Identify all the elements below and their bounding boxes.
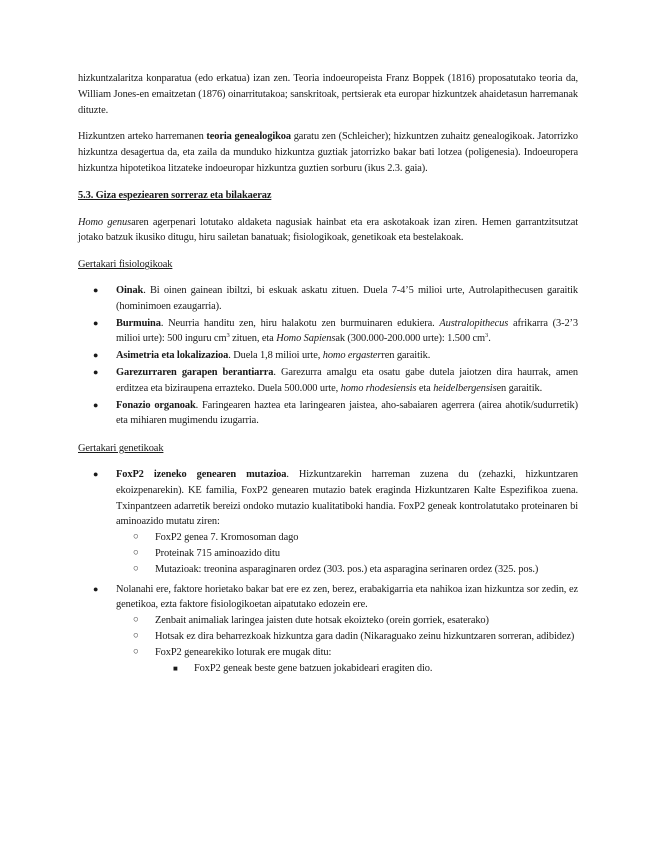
- text-run: . Duela 1,8 milioi urte,: [228, 350, 323, 362]
- text-run: .: [488, 333, 491, 345]
- bold-term: Oinak: [116, 284, 144, 296]
- list-item: [78, 316, 578, 348]
- bold-term: Garezurraren garapen berantiarra: [116, 366, 274, 378]
- text-run: Hotsak ez dira beharrezkoak hizkuntza gara dadin (Nikaraguako zeinu hizkuntzaren sorreran, adibidez): [155, 630, 575, 642]
- text-run: garatu zen (Schleicher); hizkuntzen zuhaitz genealogikoak. Jatorrizko hizkuntza desagertua da, eta zaila da munduko hizkuntza guztiak jatorrizko bakar bati lotzea (poligenesia). Indoeuropera hizkuntza hipotetikoa litzateke indoeuropar hizkuntza guztien sorburu (ikus 2.3. gaia).: [78, 131, 578, 174]
- text-run: . Faringearen haztea eta laringearen jaistea, aho-sabaiaren agerrera (airea ahotik/sudurretik) eta mihiaren mugimendu izugarria.: [116, 399, 578, 427]
- bullet-icon: ●: [93, 350, 99, 361]
- text-run: . Hizkuntzarekin harreman zuzena du (zehazki, hizkuntzaren ekoizpenarekin). KE familia, FoxP2 genearen mutazio batek eraginda Hizkuntzaren Kalte Espezifikoa zuena. Txinpantzeen adarretik bereizi ondoko mutazio kualitatiboki handia. FoxP2 geneak kontrolatutako proteinaren bi aminoazido mutatu ziren:: [116, 468, 578, 528]
- list-item: [78, 365, 578, 397]
- bold-term: Burmuina: [116, 317, 161, 329]
- square-bullet-icon: ■: [173, 663, 178, 673]
- circle-bullet-icon: ○: [133, 630, 139, 641]
- page-content: [78, 71, 578, 688]
- bold-term: Fonazio organoak: [116, 399, 196, 411]
- bold-term: Asimetria eta lokalizazioa: [116, 350, 229, 362]
- superscript: 3: [485, 332, 489, 340]
- list-item: [78, 582, 578, 677]
- sublist: [116, 530, 578, 577]
- text-run: ren garaitik.: [381, 350, 431, 362]
- italic-term: homo rhodesiensis: [340, 382, 417, 394]
- superscript: 3: [226, 332, 230, 340]
- bullet-icon: ●: [93, 399, 99, 410]
- italic-term: Australopithecus: [439, 317, 509, 329]
- section-heading: 5.3. Giza espeziearen sorreraz eta bilakaeraz: [78, 189, 272, 201]
- text-run: ak (300.000-200.000 urte): 1.500 cm: [335, 333, 486, 345]
- text-run: Proteinak 715 aminoazido ditu: [155, 547, 280, 559]
- intro-paragraph-1: hizkuntzalaritza konparatua (edo erkatua) izan zen. Teoria indoeuropeista Franz Boppek (1816) proposatutako teoria da, William Jones-en emaitzetan (1876) oinarritutakoa; sanskritoak, pertsierak eta europar hizkuntzek ahaidetasun harremanak dituzte.: [78, 73, 578, 116]
- bullet-icon: ●: [93, 366, 99, 377]
- subsublist: [155, 661, 578, 677]
- list-item: [78, 348, 578, 364]
- intro-paragraph-2: [78, 129, 578, 176]
- text-run: eta: [416, 382, 434, 394]
- sublist-item: [78, 546, 578, 562]
- sublist-item: [78, 613, 578, 629]
- text-run: zituen, eta: [229, 333, 277, 345]
- list-fisiologikoak: [78, 283, 578, 429]
- italic-term: Homo Sapiens: [276, 333, 336, 345]
- circle-bullet-icon: ○: [133, 615, 139, 626]
- bullet-icon: ●: [93, 583, 99, 594]
- section-paragraph: [78, 215, 578, 247]
- circle-bullet-icon: ○: [133, 532, 139, 543]
- italic-term: Homo genus: [78, 216, 132, 228]
- circle-bullet-icon: ○: [133, 563, 139, 574]
- text-run: Zenbait animaliak laringea jaisten dute hotsak ekoizteko (orein gorriek, esaterako): [155, 615, 489, 627]
- text-run: FoxP2 genearekiko loturak ere mugak ditu:: [155, 646, 332, 658]
- subsublist-item: [78, 661, 578, 677]
- sublist: [116, 613, 578, 676]
- text-run: aren agerpenari lotutako aldaketa nagusiak hainbat eta era askotakoak izan ziren. Hemen garrantzitsutzat jotako batzuk ikusiko ditugu, hiru sailetan banatuak; fisiologikoak, genetikoak eta bestelakoak.: [78, 216, 578, 244]
- italic-term: homo ergaster: [322, 350, 382, 362]
- bold-term: teoria genealogikoa: [206, 131, 291, 143]
- list-item: [78, 467, 578, 578]
- bullet-icon: ●: [93, 317, 99, 328]
- sublist-item: [78, 629, 578, 645]
- list-item: [78, 283, 578, 315]
- list-item: [78, 398, 578, 430]
- circle-bullet-icon: ○: [133, 547, 139, 558]
- sublist-item: [78, 530, 578, 546]
- sublist-item: [78, 562, 578, 578]
- text-run: Mutazioak: treonina asparaginaren ordez (303. pos.) eta asparagina serinaren ordez (325. pos.): [155, 563, 539, 575]
- list-genetikoak: [78, 467, 578, 676]
- text-run: . Bi oinen gainean ibiltzi, bi eskuak askatu zituen. Duela 7-4’5 milioi urte, Autrolapithecusen garaitik (hominimoen ezaugarria).: [116, 284, 578, 312]
- text-run: . Garezurra amalgu eta osatu gabe dutela jaiotzen dira haurrak, amen erditzea eta biziraupena errazteko. Duela 500.000 urte,: [116, 366, 578, 394]
- bullet-icon: ●: [93, 468, 99, 479]
- text-run: FoxP2 genea 7. Kromosoman dago: [155, 532, 299, 544]
- bullet-icon: ●: [93, 284, 99, 295]
- text-run: FoxP2 geneak beste gene batzuen jokabideari eragiten dio.: [194, 662, 433, 674]
- circle-bullet-icon: ○: [133, 646, 139, 657]
- text-run: Nolanahi ere, faktore horietako bakar bat ere ez zen, berez, erabakigarria eta nahikoa izan hizkuntza sor zedin, ez genetikoa, ezta faktore fisiologikoetan aipatutako edozein ere.: [116, 583, 578, 611]
- text-run: . Neurria handitu zen, hiru halakotu zen burmuinaren edukiera.: [160, 317, 440, 329]
- subheading-fisiologikoak: Gertakari fisiologikoak: [78, 259, 173, 271]
- bold-term: FoxP2 izeneko genearen mutazioa: [116, 468, 287, 480]
- text-run: en garaitik.: [496, 382, 543, 394]
- subheading-genetikoak: Gertakari genetikoak: [78, 443, 164, 455]
- text-run: Hizkuntzen arteko harremanen: [78, 131, 207, 143]
- italic-term: heidelbergensis: [433, 382, 497, 394]
- sublist-item: [78, 645, 578, 677]
- text-run: afrikarra (3-2’3 milioi urte): 500 inguru cm: [116, 317, 578, 345]
